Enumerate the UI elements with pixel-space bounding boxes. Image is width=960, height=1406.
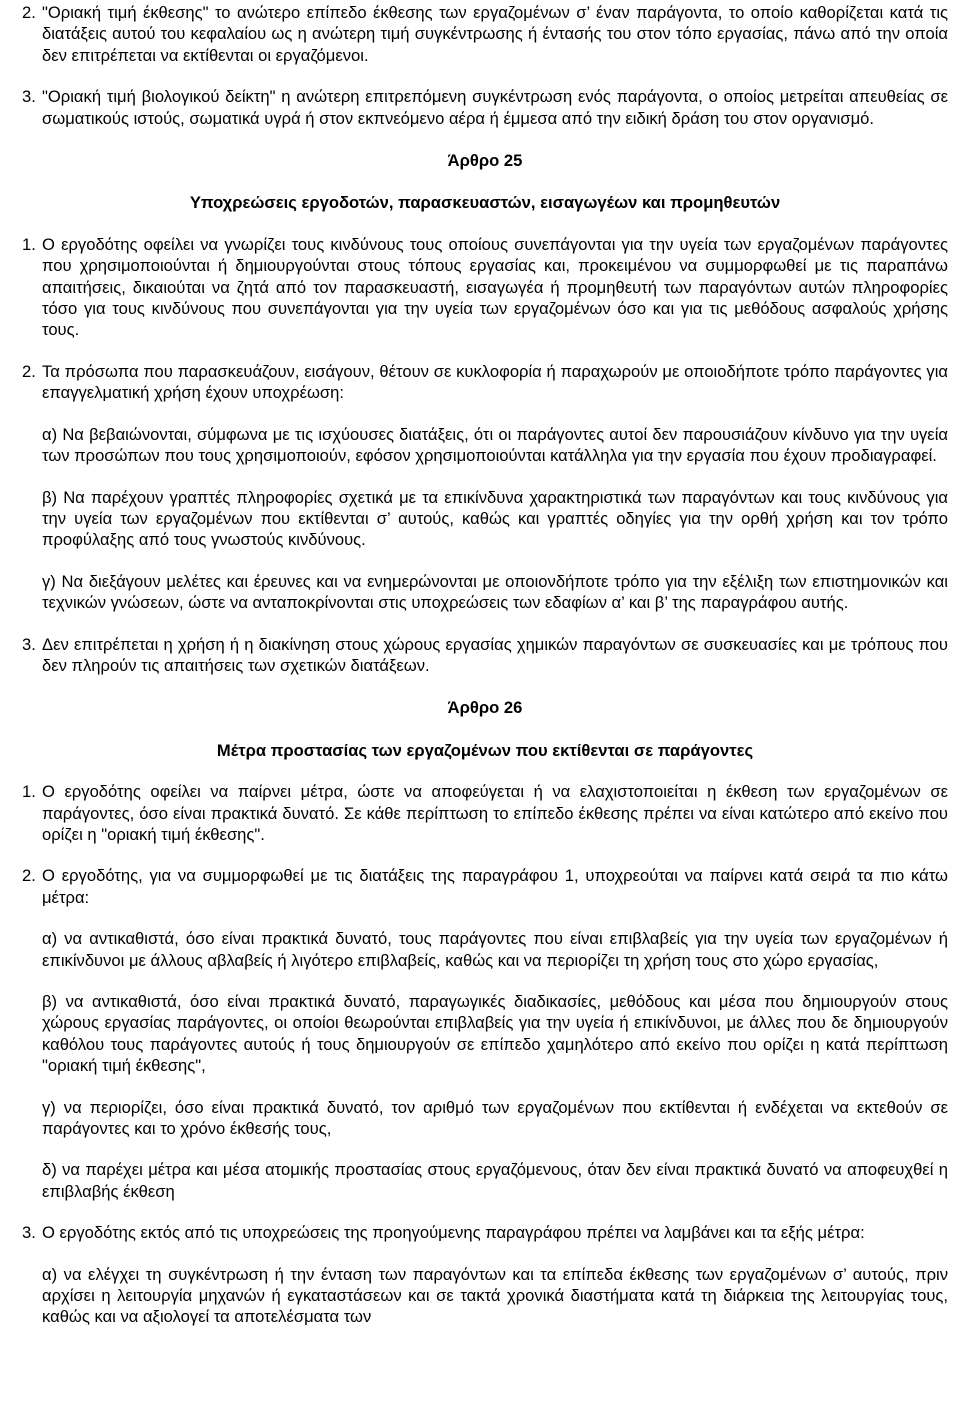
paragraph-number: 2. [22, 361, 36, 381]
paragraph-text: Ο εργοδότης, για να συμμορφωθεί με τις διατάξεις της παραγράφου 1, υποχρεούται να παίρνει κατά σειρά τα πιο κάτω μέτρα: [42, 866, 948, 907]
article-25-paragraph-2 [22, 361, 948, 404]
article-26-item-d [22, 1159, 948, 1202]
paragraph-definition-2 [22, 2, 948, 66]
article-26-item-c: γ) να περιορίζει, όσο είναι πρακτικά δυνατό, τον αριθμό των εργαζομένων που εκτίθενται ή ενδέχεται να εκτεθούν σε παράγοντες και το χρόνο έκθεσής τους, [42, 1097, 948, 1139]
paragraph-text: Ο εργοδότης οφείλει να γνωρίζει τους κινδύνους τους οποίους συνεπάγονται για την υγεία των εργαζομένων παράγοντες που χρησιμοποιούνται ή δημιουργούνται στους τόπους εργασίας και, προκειμένου να συμμορφωθεί με τις παραπάνω απαιτήσεις, δικαιούται να ζητά από τον παρασκευαστή, εισαγωγέα ή προμηθευτή των παραγόντων αυτών πληροφορίες τόσο για τους κινδύνους που συνεπάγονται για την υγεία των εργαζομένων όσο και για τις μεθόδους ασφαλούς χρήσης τους. [42, 234, 948, 340]
paragraph-number: 1. [22, 234, 36, 254]
article-26-paragraph-3 [22, 1222, 948, 1243]
paragraph-text: Ο εργοδότης οφείλει να παίρνει μέτρα, ώστε να αποφεύγεται ή να ελαχιστοποιείται η έκθεση των εργαζομένων σε παράγοντες, όσο είναι πρακτικά δυνατό. Σε κάθε περίπτωση το επίπεδο έκθεσης πρέπει να είναι κατώτερο από εκείνο που ορίζει η "οριακή τιμή έκθεσης". [42, 782, 948, 844]
article-25-title: Άρθρο 25 [447, 151, 523, 171]
article-25-subtitle: Υποχρεώσεις εργοδοτών, παρασκευαστών, εισαγωγέων και προμηθευτών [189, 193, 781, 213]
article-26-paragraph-1 [22, 781, 948, 845]
article-26-item-a: α) να αντικαθιστά, όσο είναι πρακτικά δυνατό, τους παράγοντες που είναι επιβλαβείς για την υγεία των εργαζομένων ή επικίνδυνοι με άλλους αβλαβείς ή λιγότερο επιβλαβείς, καθώς και να περιορίζει τη χρήση τους στο χώρο εργασίας, [42, 929, 948, 970]
paragraph-text: "Οριακή τιμή έκθεσης" το ανώτερο επίπεδο έκθεσης των εργαζομένων σ’ έναν παράγοντα, το οποίο καθορίζεται κατά τις διατάξεις αυτού του κεφαλαίου ως η ανώτερη τιμή συγκέντρωσης ή έντασής του στον τόπο εργασίας, πάνω από την οποία δεν επιτρέπεται να εκτίθενται οι εργαζόμενοι. [42, 3, 948, 65]
paragraph-text: Τα πρόσωπα που παρασκευάζουν, εισάγουν, θέτουν σε κυκλοφορία ή παραχωρούν με οποιοδήποτε τρόπο παράγοντες για επαγγελματική χρήση έχουν υποχρέωση: [42, 361, 948, 403]
article-25-paragraph-3 [22, 634, 948, 677]
paragraph-number: 2. [22, 866, 36, 886]
paragraph-number: 1. [22, 782, 36, 802]
paragraph-number: 3. [22, 634, 36, 654]
paragraph-number: 3. [22, 1223, 36, 1243]
article-26-title: Άρθρο 26 [447, 698, 523, 718]
paragraph-text: Δεν επιτρέπεται η χρήση ή η διακίνηση στους χώρους εργασίας χημικών παραγόντων σε συσκευασίες και με τρόπους που δεν πληρούν τις απαιτήσεις των σχετικών διατάξεων. [42, 634, 948, 675]
article-25-item-c: γ) Να διεξάγουν μελέτες και έρευνες και να ενημερώνονται με οποιονδήποτε τρόπο για την εξέλιξη των επιστημονικών και τεχνικών γνώσεων, ώστε να ανταποκρίνονται στις υποχρεώσεις των εδαφίων α’ και β’ της παραγράφου αυτής. [42, 571, 948, 613]
article-25-item-a: α) Να βεβαιώνονται, σύμφωνα με τις ισχύουσες διατάξεις, ότι οι παράγοντες αυτοί δεν παρουσιάζουν κίνδυνο για την υγεία των προσώπων που τους χρησιμοποιούν, εφόσον χρησιμοποιούνται κατάλληλα για την εργασία που έχουν προδιαγραφεί. [42, 424, 948, 466]
item-d-text: δ) να παρέχει μέτρα και μέσα ατομικής προστασίας στους εργαζόμενους, όταν δεν είναι πρακτικά δυνατό να αποφευχθεί η επιβλαβής έκθεση [42, 1160, 948, 1201]
paragraph-definition-3 [22, 86, 948, 129]
paragraph-text: Ο εργοδότης εκτός από τις υποχρεώσεις της προηγούμενης παραγράφου πρέπει να λαμβάνει και τα εξής μέτρα: [42, 1223, 865, 1243]
article-26-item-b: β) να αντικαθιστά, όσο είναι πρακτικά δυνατό, παραγωγικές διαδικασίες, μεθόδους και μέσα που δημιουργούν στους χώρους εργασίας παράγοντες, οι οποίοι θεωρούνται επιβλαβείς για την υγεία ή επικίνδυνοι, με άλλες που δε δημιουργούν καθόλου τους παράγοντες αυτούς ή τους δημιουργούν σε επίπεδο χαμηλότερο από εκείνο που ορίζει η κατά περίπτωση "οριακή τιμή έκθεσης", [42, 992, 948, 1076]
article-26-p3-item-a: α) να ελέγχει τη συγκέντρωση ή την ένταση των παραγόντων και τα επίπεδα έκθεσης των εργαζομένων σ’ αυτούς, πριν αρχίσει η λειτουργία μηχανών ή εγκαταστάσεων και σε τακτά χρονικά διαστήματα κατά τη διάρκεια της λειτουργίας τους, καθώς και να αξιολογεί τα αποτελέσματα των [42, 1264, 948, 1327]
paragraph-number: 3. [22, 87, 36, 107]
paragraph-number: 2. [22, 3, 36, 22]
paragraph-text: "Οριακή τιμή βιολογικού δείκτη" η ανώτερη επιτρεπόμενη συγκέντρωση ενός παράγοντα, ο οποίος μετρείται απευθείας σε σωματικούς ιστούς, σωματικά υγρά ή στον εκπνεόμενο αέρα ή έμμεσα από την ειδική δράση του στον οργανισμό. [42, 87, 948, 128]
article-26-subtitle: Μέτρα προστασίας των εργαζομένων που εκτίθενται σε παράγοντες [216, 740, 754, 760]
article-25-item-b: β) Να παρέχουν γραπτές πληροφορίες σχετικά με τα επικίνδυνα χαρακτηριστικά των παραγόντων και τους κινδύνους για την υγεία των εργαζομένων που εκτίθενται σ’ αυτούς, καθώς και γραπτές οδηγίες για την ορθή χρήση και τον τρόπο προφύλαξης από τους γνωστούς κινδύνους. [42, 487, 948, 550]
article-25-paragraph-1 [22, 234, 948, 341]
article-26-paragraph-2 [22, 865, 948, 908]
